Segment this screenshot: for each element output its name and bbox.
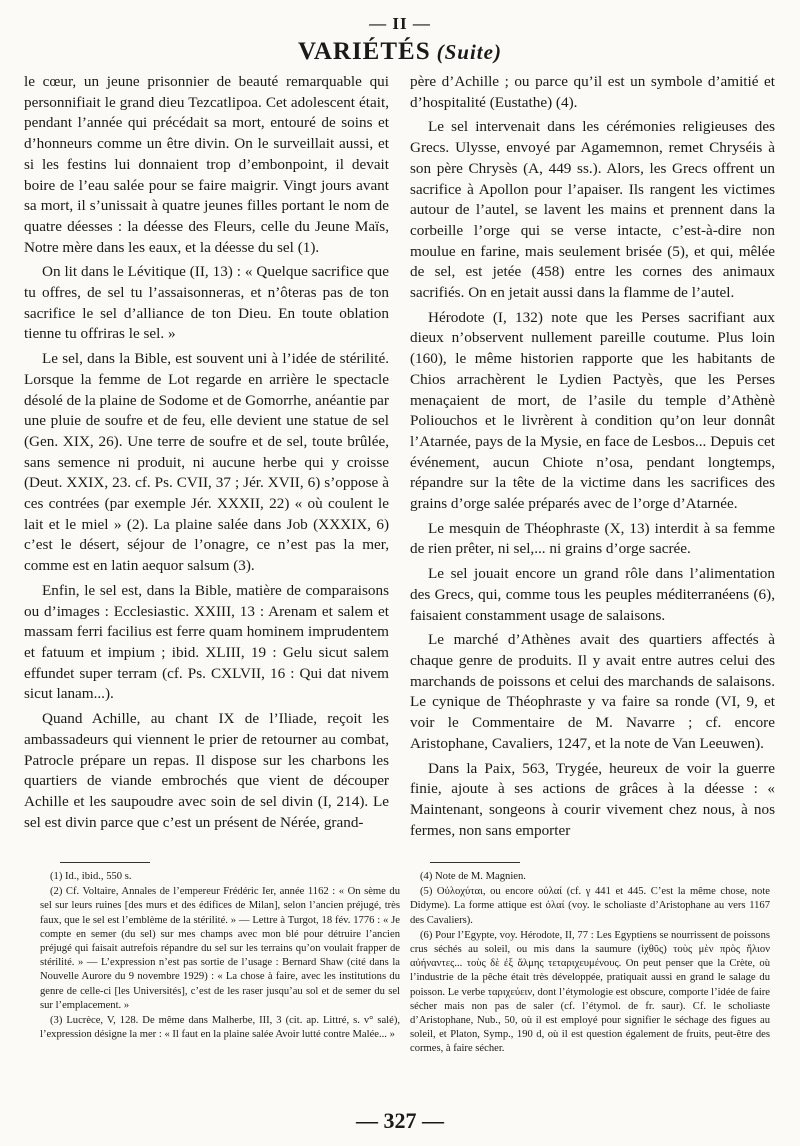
running-page-number: — II — <box>369 14 431 33</box>
paragraph: Le sel jouait encore un grand rôle dans l’alimentation des Grecs, qui, comme tous les peuples méditerranéens (6), faisaient constamment usage de salaisons. <box>410 565 775 624</box>
paragraph: le cœur, un jeune prisonnier de beauté remarquable qui personnifiait le grand dieu Tezcatlipoa. Cet adolescent était, pendant l’année qui précédait sa mort, entouré de soins et d’honneurs comme un être divin. On le surveillait aussi, et si les festins lui donnaient trop d’embonpoint, il devait boire de l’eau salée pour se faire maigrir. Vingt jours avant sa mort, il s’unissait à quatre jeunes filles portant le nom de quatre déesses : la déesse des Fleurs, celle du Jeune Maïs, Notre mère dans les eaux, et la déesse du sel (1). <box>24 73 389 256</box>
footnote: (5) Οὐλοχύται, ou encore οὐλαί (cf. γ 441 et 445. C’est la même chose, note Didyme). La forme attique est ὀλαί (voy. le scholiaste d’Aristophane au vers 1167 des Cavaliers). <box>410 886 770 926</box>
paragraph: Le mesquin de Théophraste (X, 13) interdit à sa femme de rien prêter, ni sel,... ni grains d’orge sacrée. <box>410 519 775 558</box>
paragraph: On lit dans le Lévitique (II, 13) : « Quelque sacrifice que tu offres, de sel tu l’assaisonneras, et n’ôteras pas de ton sacrifice le sel d’alliance de ton Dieu. En toute oblation tienne tu offriras le sel. » <box>24 263 389 343</box>
paragraph: Enfin, le sel est, dans la Bible, matière de comparaisons ou d’images : Ecclesiastic. XXIII, 13 : Arenam et salem et massam ferri facilius est ferre quam hominem imprudentem et fatuum et impium ; ibid. XLIII, 19 : Gelu sicut salem effundet super terram (cf. Ps. CXLVII, 16 : Qui dat nivem sicut lanam...). <box>24 581 389 703</box>
section-header <box>0 38 800 66</box>
paragraph: père d’Achille ; ou parce qu’il est un symbole d’amitié et d’hospitalité (Eustathe) (4). <box>410 73 775 111</box>
footnote: (1) Id., ibid., 550 s. <box>50 871 132 882</box>
page-folio: — 327 — <box>356 1108 444 1133</box>
paragraph: Dans la Paix, 563, Trygée, heureux de voir la guerre finie, ajoute à ses actions de grâces à la déesse : « Maintenant, songeons à courir vivement chez nous, à nos fermes, non sans emporter <box>410 759 775 839</box>
footnotes-left <box>40 870 400 1043</box>
paragraph: Quand Achille, au chant IX de l’Iliade, reçoit les ambassadeurs qui viennent le prier de retourner au combat, Patrocle prépare un repas. Il dispose sur les charbons les quartiers de viande embrochés que vient de découper Achille et les saupoudre avec soin de sel divin (I, 214). Le sel est divin parce que c’est un présent de Nérée, grand- <box>24 710 389 831</box>
paragraph: Le marché d’Athènes avait des quartiers affectés à chaque genre de produits. Il y avait entre autres celui des marchands de poissons et celui des marchands de salaisons. Le cynique de Théophraste y va faire sa ronde (VI, 9, et voir le Commentaire de M. Navarre ; cf. encore Aristophane, Cavaliers, 1247, et la note de Van Leeuwen). <box>410 631 775 752</box>
section-title: VARIÉTÉS <box>298 38 431 65</box>
footnotes-right <box>410 870 770 1058</box>
section-suite: (Suite) <box>436 40 502 64</box>
footnote: (2) Cf. Voltaire, Annales de l’empereur Frédéric Ier, année 1162 : « On sème du sel sur leurs ruines [des murs et des édifices de Milan], selon l’ancien préjugé, très faux, que le sel est l’emblème de la stérilité. » — Lettre à Turgot, 18 fév. 1776 : « Je compte en semer (du sel) sur mes champs avec mon blé pour détruire l’ancien préjugé qui faisait autrefois répandre du sel sur les terrains qu’on voulait frapper de stérilité. » — L’expression n’est pas sortie de l’usage : Bernard Shaw (cité dans la Nouvelle Aurore du 9 novembre 1929) : « La chose à faire, avec les institutions du genre de celle-ci [les Universités], c’est de les raser jusqu’au sol et de semer du sel sur l’emplacement. » <box>40 886 400 1011</box>
paragraph: Le sel intervenait dans les cérémonies religieuses des Grecs. Ulysse, envoyé par Agamemnon, remet Chryséis à son père Chrysès (A, 449 ss.). Alors, les Grecs offrent un sacrifice à Apollon pour l’apaiser. Ils rangent les victimes autour de l’autel, se lavent les mains et prennent dans la corbeille l’orge qui se verse intacte, c’est-à-dire non moulue en farine, mais seulement brisée (5), et qui, mêlée de sel, est jetée (458) entre les cornes des animaux sacrifiés. On en jetait aussi dans la flamme de l’autel. <box>410 118 775 302</box>
footnote: (4) Note de M. Magnien. <box>420 871 526 882</box>
footnote-rule <box>430 862 520 863</box>
footnote: (6) Pour l’Egypte, voy. Hérodote, II, 77 : Les Egyptiens se nourrissent de poissons crus séchés au soleil, ou mis dans la saumure (ἰχθῦς) τοὺς μὲν πρὸς ἥλιον αὐήναντες... τοὺς δὲ ἐξ ἅλμης τεταριχευμένους. On peut penser que la Crète, où l’industrie de la pêche était très développée, pratiquait aussi en grand le salage du poisson. Le verbe ταριχεύειν, dont l’étymologie est obscure, comporte l’idée de faire sécher mais non pas de saler (cf. l’étymol. de fr. saur). Cf. le scholiaste d’Aristophane, Nub., 50, où il est employé pour signifier le séchage des figues au soleil, et Platon, Symp., 190 d, où il est question également de fruits, peut-être des cormes, à faire sécher. <box>410 929 770 1055</box>
footnote-rule <box>60 862 150 863</box>
paragraph: Le sel, dans la Bible, est souvent uni à l’idée de stérilité. Lorsque la femme de Lot regarde en arrière le spectacle désolé de la plaine de Sodome et de Gomorrhe, anéantie par une pluie de soufre et de feu, elle devient une statue de sel (Gen. XIX, 26). Une terre de soufre et de sel, toute brûlée, sans semence ni produit, ni aucune herbe qui y croisse (Deut. XXIX, 23. cf. Ps. CVII, 37 ; Jér. XVII, 6) s’oppose à ces contrées (par exemple Jér. XXXII, 22) « où coulent le lait et le miel » (2). La plaine salée dans Job (XXXIX, 6) c’est le désert, séjour de l’onagre, ce n’est pas la mer, comme est en latin aequor salsum (3). <box>24 350 389 575</box>
right-column <box>410 72 775 845</box>
footnote: (3) Lucrèce, V, 128. De même dans Malherbe, III, 3 (cit. ap. Littré, s. v° salé), l’expression désigne la mer : « Il faut en la plaine salée Avoir lutté contre Malée... » <box>40 1015 400 1041</box>
left-column <box>24 72 389 837</box>
paragraph: Hérodote (I, 132) note que les Perses sacrifiant aux dieux n’observent nullement pareille coutume. Plus loin (160), le même historien rapporte que les habitants de Chios arrachèrent le Lydien Pactyès, que les Perses menaçaient de mort, de l’asile du temple d’Athènè Poliouchos et le livrèrent à condition qu’on leur donnât l’Atarnée, pays de la Mysie, en face de Lesbos... Depuis cet événement, aucun Chiote n’osa, pendant longtemps, répandre sur la tête de la victime dans les sacrifices des grains d’orge salée préparés avec de l’orge d’Atarnée. <box>410 308 775 513</box>
